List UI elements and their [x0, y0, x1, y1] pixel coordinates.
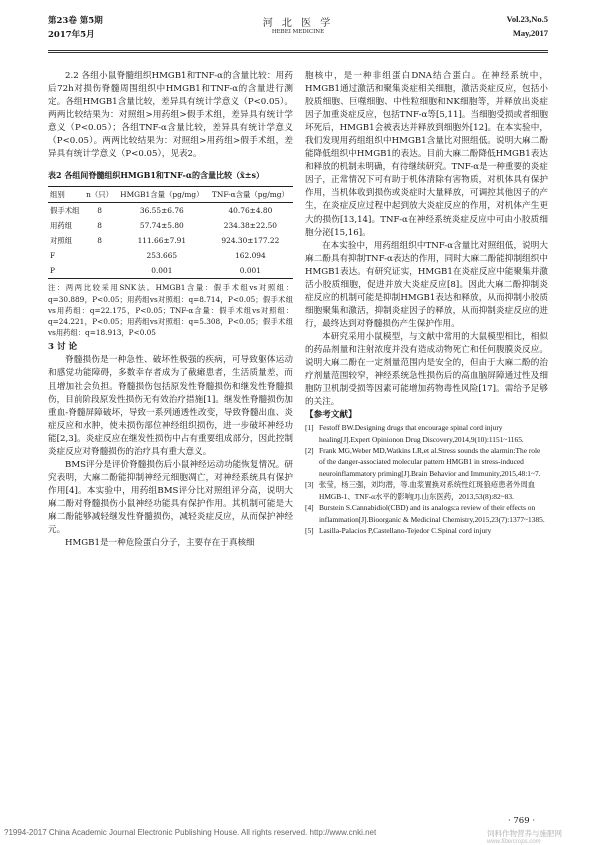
reference-item [305, 422, 548, 445]
discussion-paragraph-3: HMGB1是一种危险蛋白分子，主要存在于真核细 [65, 538, 255, 549]
journal-volume: 第23卷 第5期 [48, 16, 103, 26]
reference-text: Lasilla-Palacios P,Castellano-Tejedor C.Spinal cord injury [319, 525, 492, 535]
table-row [48, 203, 293, 219]
table-row [48, 218, 293, 233]
cell-n: 8 [97, 221, 102, 231]
references-heading: 【参考文献】 [305, 410, 357, 421]
reference-text: Burstein S.Cannabidiol(CBD) and its analogs:a review of their effects on inflammation[J].Bioorganic & Medicinal Chemistry,2015,23(7):1377~1385. [319, 503, 545, 524]
section-2-2-text: 2.2 各组小鼠脊髓组织HMGB1和TNF-α的含量比较：用药后72h对损伤脊髓周围组织中HMGB1和TNF-α的含量进行测定。各组HMGB1含量比较，差异具有统计学意义（P<0.05）。两两比较结果为：对照组>用药组>假手术组，差异具有统计学意义（P<0.05）；各组TNF-α含量比较，差异具有统计学意义（P<0.05）。两两比较结果为：对照组>用药组>假手术组，差异具有统计学意义（P<0.05），见表2。 [48, 71, 293, 160]
journal-date: 2017年5月 [48, 30, 95, 40]
reference-number: [5] [305, 525, 314, 535]
discussion-paragraph-1: 脊髓损伤是一种急性、破坏性极强的疾病，可导致躯体运动和感觉功能障碍，多数幸存者成为了截瘫患者，生活质量差，而且增加社会负担。脊髓损伤包括原发性脊髓损伤和继发性脊髓损伤，目前阶段原发性损伤无有效治疗措施[1]。继发性脊髓损伤加重血-脊髓屏障破坏，导致一系列通透性改变，导致脊髓出血、炎症反应和水肿，使未损伤部位神经组织损伤，进一步破坏神经功能[2,3]。炎症反应在继发性损伤中占有重要组成部分，因此控制炎症反应对脊髓损伤的治疗具有重大意义。 [48, 355, 293, 457]
table-2 [48, 186, 293, 279]
cell-tnf: 924.30±177.22 [221, 236, 280, 246]
discussion-paragraph-2: BMS评分是评价脊髓损伤后小鼠神经运动功能恢复情况。研究表明，大麻二酚能抑制神经元细胞凋亡，对神经系统具有保护作用[4]。本实验中，用药组BMS评分比对照组评分高，说明大麻二酚对脊髓损伤小鼠神经功能具有保护作用。其机制可能是大麻二酚能够减轻继发性脊髓损伤，减轻炎症反应，从而保护神经元。 [48, 459, 293, 536]
table-row [48, 263, 293, 279]
left-column [48, 70, 293, 550]
reference-number: [4] [305, 503, 314, 513]
page-header [48, 14, 548, 48]
reference-text: Festoff BW.Designing drugs that encourage spinal cord injury healing[J].Expert Opinionon Drug Discovery,2014,9(10):1151~1165. [319, 423, 524, 444]
cell-n: 8 [97, 236, 102, 246]
reference-item [305, 502, 548, 525]
right-paragraph-2: 在本实验中，用药组组织中TNF-α含量比对照组低，说明大麻二酚具有抑制TNF-α表达的作用，同时大麻二酚能抑制组织中HMGB1表达。有研究证实，HMGB1在炎症反应中能聚集并激活小胶质细胞，促进并放大炎症反应[8]。因此大麻二酚抑制炎症反应的机制可能是抑制HMGB1表达和释放，从而抑制小胶质细胞聚集和激活，抑制炎症因子的释放，从而抑制炎症反应的进行，最终达到对脊髓损伤产生保护作用。 [305, 240, 548, 329]
th-n: n（只） [86, 190, 114, 200]
reference-text: 张莹，杨三强，刘均潜，等.血浆置换对系统性红斑狼疮患者外周血HMGB-1、TNF-α水平的影响[J].山东医药，2013,53(8):82~83. [319, 480, 536, 501]
cell-hmgb1: 0.001 [116, 263, 208, 279]
reference-item [305, 479, 548, 502]
reference-number: [3] [305, 480, 314, 490]
reference-item [305, 445, 548, 479]
watermark-text: 饲料作物营养与施肥网 [487, 829, 562, 838]
cell-tnf: 40.76±4.80 [228, 206, 273, 216]
journal-title: 河 北 医 学 [262, 18, 334, 29]
table-row [48, 248, 293, 263]
cell-n [83, 263, 116, 279]
table-2-caption: 表2 各组间脊髓组织HMGB1和TNF-α的含量比较（x̄±s） [48, 170, 264, 181]
section-3-heading: 3 讨 论 [48, 342, 78, 353]
watermark-url: www.fibercrops.com [487, 839, 541, 845]
cell-hmgb1: 111.66±7.91 [137, 236, 187, 246]
reference-number: [2] [305, 446, 314, 456]
cell-tnf: 0.001 [208, 263, 293, 279]
cell-group: F [50, 251, 56, 261]
reference-text: Frank MG,Weber MD,Watkins LR,et al.Stress sounds the alarmin:The role of the danger-associated molecular pattern HMGB1 in stress-induced neuroinflammatory priming[J].Brain Behavior and Immunity,2015,48:1~7. [319, 446, 541, 478]
right-paragraph-1: 胞核中，是一种非组蛋白DNA结合蛋白。在神经系统中，HMGB1通过激活和聚集炎症相关细胞，激活炎症反应，包括小胶质细胞、巨噬细胞、中性粒细胞和NK细胞等，并释放出炎症因子加重炎症反应，包括TNF-α等[5,11]。当细胞受损或者细胞坏死后，HMGB1会被表达并释放到细胞外[12]。在本实验中，我们发现用药组组织中HMGB1含量比对照组低。说明大麻二酚能降低组织中HMGB1的表达。目前大麻二酚降低HMGB1表达和释放的机制未明确，有待继续研究。TNF-α是一种重要的炎症因子，正常情况下可有助于机体清除有害物质，对机体具有保护作用，当机体收到损伤或炎症时大量释放，可调控其他因子的产生，在炎症反应过程中起到放大炎症反应的作用，对机体产生更大的损伤[13,14]。TNF-α在神经系统炎症反应中可由小胶质细胞分泌[15,16]。 [305, 71, 548, 238]
right-column [305, 70, 548, 536]
reference-item [305, 525, 548, 536]
cell-group: 假手术组 [50, 206, 80, 216]
reference-list [305, 422, 548, 536]
copyright-text: ?1994-2017 China Academic Journal Electronic Publishing House. All rights reserved. http://www.cnki.net [4, 828, 377, 837]
journal-title-en: HEBEI MEDICINE [271, 29, 325, 35]
header-rule [48, 50, 548, 51]
table-note: 注：两两比较采用SNK法。HMGB1含量：假手术组vs对照组：q=30.889，P<0.05；用药组vs对照组：q=8.714，P<0.05；假手术组vs用药组：q=22.175，P<0.05；TNF-α含量：假手术组vs对照组：q=24.221，P<0.05；用药组vs对照组：q=5.308，P<0.05；假手术组vs用药组：q=18.913，P<0.05 [48, 283, 293, 338]
cell-n [83, 248, 116, 263]
cell-group: 对照组 [50, 236, 73, 246]
th-tnf: TNF-α含量（pg/mg） [211, 190, 289, 200]
cell-n: 8 [97, 206, 102, 216]
reference-number: [1] [305, 423, 314, 433]
cell-hmgb1: 57.74±5.80 [139, 221, 184, 231]
th-hmgb1: HMGB1含量（pg/mg） [120, 190, 204, 200]
section-2-2 [48, 70, 293, 161]
header-rule-thin [48, 52, 548, 53]
cell-hmgb1: 253.665 [146, 251, 178, 261]
page-footer [0, 828, 595, 845]
journal-month-year: May,2017 [512, 28, 548, 38]
cell-group: 用药组 [50, 221, 73, 231]
cell-tnf: 162.094 [235, 251, 266, 261]
journal-vol-no: Vol.23,No.5 [506, 14, 548, 24]
page-number: · 769 · [508, 816, 536, 826]
cell-hmgb1: 36.55±6.76 [139, 206, 184, 216]
cell-group: P [48, 263, 83, 279]
cell-tnf: 234.38±22.50 [223, 221, 277, 231]
th-group: 组别 [50, 190, 65, 200]
right-paragraph-3: 本研究采用小鼠模型，与文献中常用的大鼠模型相比，相似的药品剂量和注射浓度并没有造成动物死亡和任何腹膜炎反应。说明大麻二酚在一定剂量范围内是安全的，但由于大麻二酚的治疗剂量范围较窄，神经系统急性损伤后的高血脑屏障通过性及细胞防卫机制受损等因素可能增加药物毒性风险[17]。需给予足够的关注。 [305, 331, 548, 408]
table-row [48, 233, 293, 248]
table-header-row [48, 187, 293, 203]
